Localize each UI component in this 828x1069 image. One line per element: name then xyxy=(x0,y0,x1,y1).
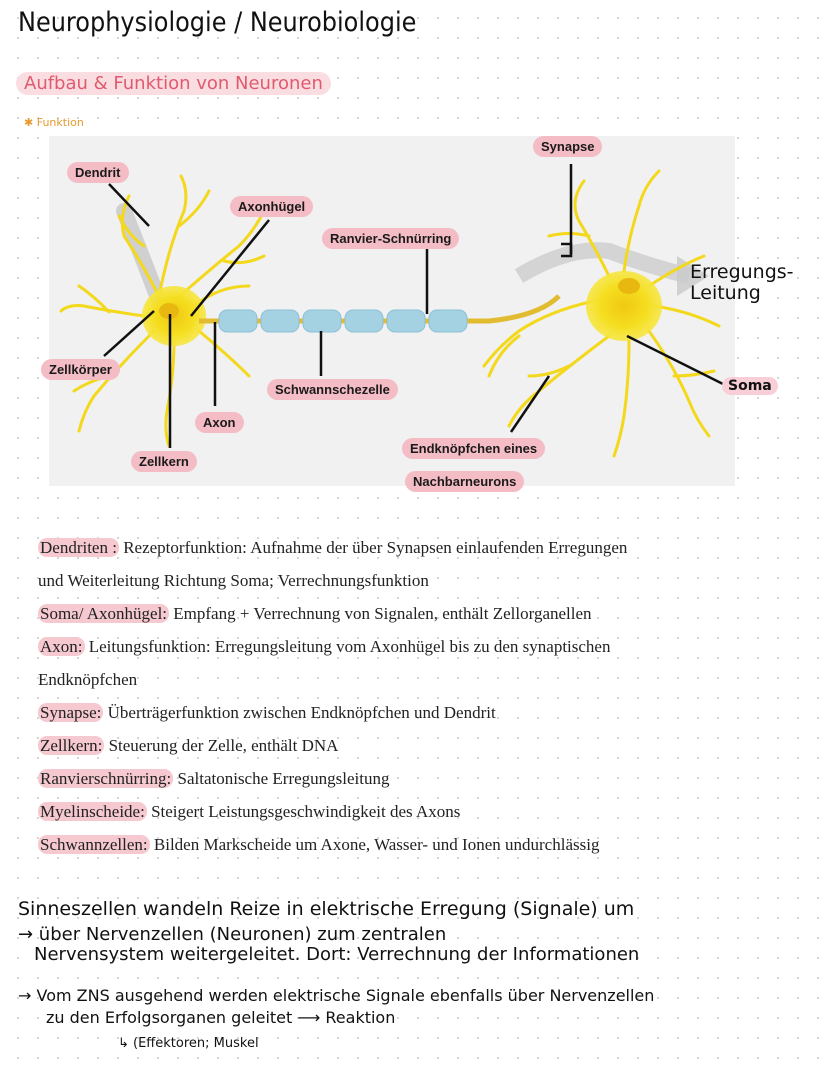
definition-item xyxy=(38,795,798,828)
note-line-6: ↳ (Effektoren; Muskel xyxy=(118,1036,259,1051)
neuron-diagram xyxy=(49,136,735,489)
label-endknoepfchen: Endknöpfchen eines xyxy=(402,438,545,459)
label-axon: Axon xyxy=(195,412,244,433)
definition-term: Ranvierschnürring: xyxy=(40,769,172,788)
section-heading: Aufbau & Funktion von Neuronen xyxy=(16,72,331,95)
definition-text: Steuerung der Zelle, enthält DNA xyxy=(104,736,339,755)
label-zellkoerper: Zellkörper xyxy=(41,359,120,380)
definition-term: Myelinscheide: xyxy=(40,802,145,821)
erregung-line-1: Erregungs- xyxy=(690,261,794,283)
definition-term: Synapse: xyxy=(40,703,102,722)
definition-term: Dendriten : xyxy=(40,538,117,557)
definition-item xyxy=(38,564,798,597)
page-title: Neurophysiologie / Neurobiologie xyxy=(18,6,417,38)
definition-text: Saltatonische Erregungsleitung xyxy=(173,769,390,788)
definition-term: Soma/ Axonhügel: xyxy=(40,604,168,623)
definition-text: Bilden Markscheide um Axone, Wasser- und Ionen undurchlässig xyxy=(149,835,600,854)
definition-text: und Weiterleitung Richtung Soma; Verrechnungsfunktion xyxy=(38,571,429,590)
erregung-line-2: Leitung xyxy=(690,282,761,304)
note-line-2: → über Nervenzellen (Neuronen) zum zentralen xyxy=(18,924,447,945)
definition-item xyxy=(38,828,798,861)
label-nachbarneuron: Nachbarneurons xyxy=(405,471,524,492)
note-line-1: Sinneszellen wandeln Reize in elektrische Erregung (Signale) um xyxy=(18,898,635,920)
label-schwann: Schwannschezelle xyxy=(267,379,398,400)
function-label: ✱ Funktion xyxy=(24,116,84,129)
definition-term: Axon: xyxy=(40,637,83,656)
definition-text: Überträgerfunktion zwischen Endknöpfchen und Dendrit xyxy=(103,703,496,722)
definition-term: Schwannzellen: xyxy=(40,835,148,854)
definition-item xyxy=(38,696,798,729)
definition-text: Steigert Leistungsgeschwindigkeit des Axons xyxy=(146,802,461,821)
definition-item xyxy=(38,630,798,663)
note-line-5: zu den Erfolgsorganen geleitet ⟶ Reaktion xyxy=(46,1008,396,1027)
definition-term: Zellkern: xyxy=(40,736,103,755)
label-dendrit: Dendrit xyxy=(67,162,129,183)
definition-item xyxy=(38,663,798,696)
definition-list xyxy=(38,531,798,861)
note-line-3: Nervensystem weitergeleitet. Dort: Verrechnung der Informationen xyxy=(34,944,640,965)
label-ranvier: Ranvier-Schnürring xyxy=(322,228,459,249)
erregungsleitung-note xyxy=(690,262,794,304)
label-zellkern: Zellkern xyxy=(131,451,197,472)
soma-note: Soma xyxy=(722,377,778,395)
definition-text: Endknöpfchen xyxy=(38,670,138,689)
definition-item xyxy=(38,762,798,795)
label-synapse: Synapse xyxy=(533,136,602,157)
definition-text: Empfang + Verrechnung von Signalen, enthält Zellorganellen xyxy=(169,604,592,623)
neuron-illustration xyxy=(49,136,735,486)
label-axonhuegel: Axonhügel xyxy=(230,196,313,217)
definition-item xyxy=(38,597,798,630)
definition-text: Leitungsfunktion: Erregungsleitung vom Axonhügel bis zu den synaptischen xyxy=(84,637,611,656)
definition-text: Rezeptorfunktion: Aufnahme der über Synapsen einlaufenden Erregungen xyxy=(118,538,628,557)
note-line-4: → Vom ZNS ausgehend werden elektrische Signale ebenfalls über Nervenzellen xyxy=(18,986,655,1005)
definition-item xyxy=(38,531,798,564)
definition-item xyxy=(38,729,798,762)
